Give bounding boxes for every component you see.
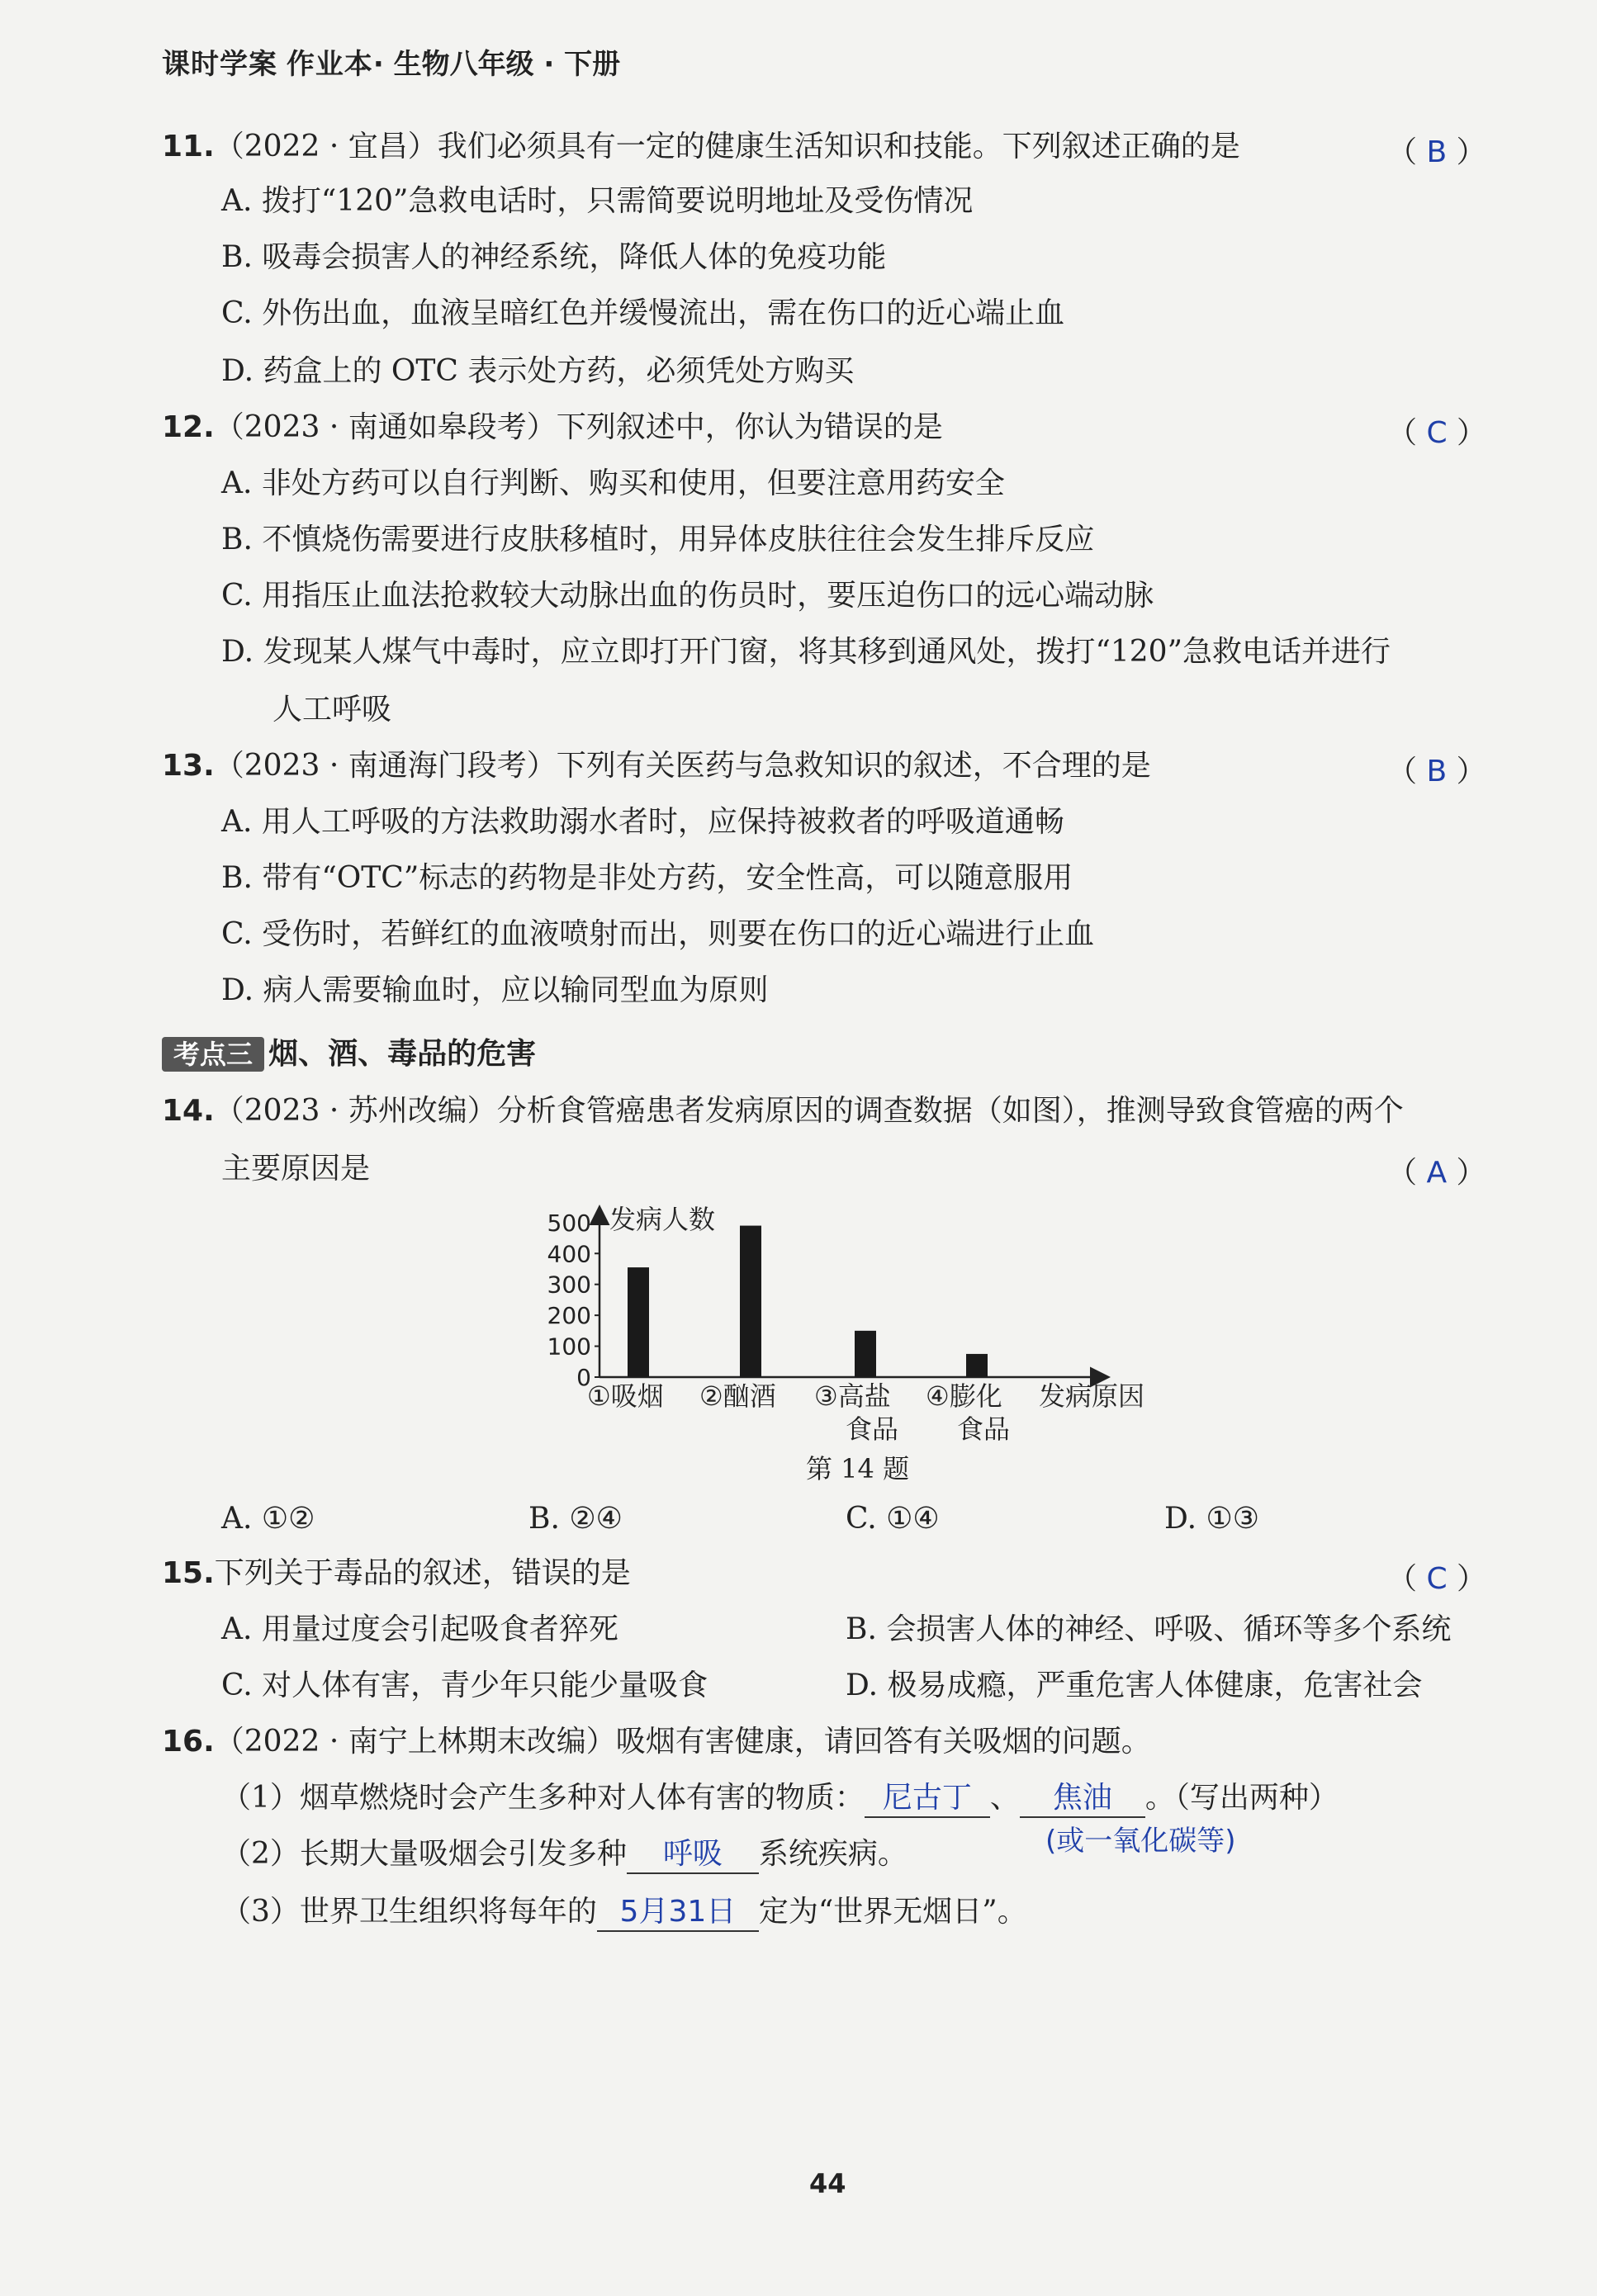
part-text: （2）长期大量吸烟会引发多种 <box>221 1837 627 1871</box>
y-tick-label: 400 <box>547 1240 591 1268</box>
option-d-continuation: 人工呼吸 <box>272 693 392 727</box>
question-stem: （2023 · 南通如皋段考）下列叙述中，你认为错误的是 <box>214 410 943 444</box>
q14-stem-line <box>162 1093 1404 1129</box>
figure-caption: 第 14 题 <box>806 1453 910 1484</box>
question-stem: （2022 · 宜昌）我们必须具有一定的健康生活知识和技能。下列叙述正确的是 <box>214 130 1240 163</box>
question-number: 11. <box>162 130 215 163</box>
option-b: B. 会损害人体的神经、呼吸、循环等多个系统 <box>846 1612 1452 1646</box>
option-a: A. 拨打“120”急救电话时，只需简要说明地址及受伤情况 <box>221 184 974 218</box>
q13-stem-line <box>162 748 1151 784</box>
answer-blank-1: 尼古丁 <box>865 1780 990 1818</box>
page-header <box>162 41 620 82</box>
option-d: D. 发现某人煤气中毒时，应立即打开门窗，将其移到通风处，拨打“120”急救电话并进行 <box>221 635 1391 669</box>
header-book: 作业本 <box>286 48 373 81</box>
option-a: A. 用人工呼吸的方法救助溺水者时，应保持被救者的呼吸道通畅 <box>221 805 1064 839</box>
q15-answer-box: （ C ） <box>1387 1562 1487 1596</box>
bar-3 <box>855 1331 876 1377</box>
y-tick-label: 300 <box>547 1271 591 1299</box>
q12-answer-box: （ C ） <box>1387 416 1487 450</box>
x-category-label-line2: 食品 <box>957 1413 1011 1445</box>
bar-2 <box>740 1226 761 1377</box>
x-category-label: ①吸烟 <box>587 1380 664 1412</box>
q12-stem-line <box>162 409 943 446</box>
disease-cause-bar-chart <box>528 1197 1173 1453</box>
question-stem: （2023 · 南通海门段考）下列有关医药与急救知识的叙述，不合理的是 <box>214 749 1151 783</box>
y-tick-label: 200 <box>547 1302 591 1330</box>
q15-stem-line <box>162 1555 631 1592</box>
option-a: A. 非处方药可以自行判断、购买和使用，但要注意用药安全 <box>221 466 1005 500</box>
question-stem: 下列关于毒品的叙述，错误的是 <box>214 1556 631 1590</box>
option-a: A. 用量过度会引起吸食者猝死 <box>221 1612 618 1646</box>
option-d: D. 病人需要输血时，应以输同型血为原则 <box>221 973 769 1007</box>
answer-mark: C <box>1426 1562 1448 1596</box>
q16-part3 <box>221 1894 1027 1932</box>
question-stem: （2022 · 南宁上林期末改编）吸烟有害健康，请回答有关吸烟的问题。 <box>214 1725 1151 1759</box>
section-heading <box>162 1030 536 1072</box>
option-b: B. 带有“OTC”标志的药物是非处方药，安全性高，可以随意服用 <box>221 861 1073 895</box>
question-number: 12. <box>162 410 215 444</box>
option-a: A. ①② <box>221 1502 315 1536</box>
y-axis-label: 发病人数 <box>609 1204 716 1235</box>
x-axis-label: 发病原因 <box>1039 1380 1145 1412</box>
answer-blank-2: 焦油 <box>1020 1780 1145 1818</box>
option-d: D. 极易成瘾，严重危害人体健康，危害社会 <box>846 1669 1423 1702</box>
y-tick-label: 500 <box>547 1209 591 1237</box>
option-c: C. 用指压止血法抢救较大动脉出血的伤员时，要压迫伤口的远心端动脉 <box>221 579 1154 613</box>
question-number: 13. <box>162 749 215 783</box>
page-number: 44 <box>809 2168 846 2199</box>
section-tag: 考点三 <box>162 1037 264 1072</box>
q11-stem-line <box>162 129 1240 165</box>
answer-mark: B <box>1426 135 1448 169</box>
option-c: C. 对人体有害，青少年只能少量吸食 <box>221 1669 708 1702</box>
q14-stem-continuation: 主要原因是 <box>221 1152 371 1186</box>
q16-stem-line <box>162 1724 1151 1760</box>
y-tick-label: 100 <box>547 1333 591 1361</box>
answer-blank-4: 5月31日 <box>597 1894 759 1932</box>
q11-answer-box: （ B ） <box>1387 135 1486 169</box>
header-subject: · 生物八年级 · 下册 <box>372 48 621 81</box>
question-number: 15. <box>162 1556 215 1590</box>
option-c: C. 外伤出血，血液呈暗红色并缓慢流出，需在伤口的近心端止血 <box>221 296 1065 330</box>
part-text: （3）世界卫生组织将每年的 <box>221 1895 597 1929</box>
q16-part1 <box>221 1780 1339 1818</box>
question-number: 16. <box>162 1725 215 1759</box>
answer-mark: C <box>1426 416 1448 450</box>
option-b: B. 不慎烧伤需要进行皮肤移植时，用异体皮肤往往会发生排斥反应 <box>221 523 1095 556</box>
y-tick-label: 0 <box>576 1364 591 1391</box>
answer-mark: B <box>1426 755 1448 788</box>
q16-part2 <box>221 1836 907 1874</box>
bar-4 <box>966 1354 988 1377</box>
x-category-label-line2: 食品 <box>846 1413 899 1445</box>
option-d: D. ①③ <box>1164 1502 1260 1536</box>
question-number: 14. <box>162 1094 215 1128</box>
q13-answer-box: （ B ） <box>1387 755 1486 788</box>
answer-blank-3: 呼吸 <box>627 1836 759 1874</box>
part-text: 。（写出两种） <box>1144 1781 1339 1815</box>
bar-1 <box>628 1267 649 1377</box>
part-text: 系统疾病。 <box>758 1837 907 1871</box>
question-stem: （2023 · 苏州改编）分析食管癌患者发病原因的调查数据（如图），推测导致食管癌的两个 <box>214 1094 1404 1128</box>
option-c: C. ①④ <box>846 1502 940 1536</box>
separator: 、 <box>989 1781 1020 1815</box>
option-b: B. 吸毒会损害人的神经系统，降低人体的免疫功能 <box>221 240 887 274</box>
answer-mark: A <box>1426 1156 1448 1190</box>
header-brand: 课时学案 <box>162 48 277 81</box>
part-text: 定为“世界无烟日”。 <box>758 1895 1027 1929</box>
part-text: （1）烟草燃烧时会产生多种对人体有害的物质： <box>221 1781 865 1815</box>
option-b: B. ②④ <box>528 1502 623 1536</box>
x-category-label: ③高盐 <box>814 1380 891 1412</box>
option-c: C. 受伤时，若鲜红的血液喷射而出，则要在伤口的近心端进行止血 <box>221 917 1095 951</box>
q14-answer-box: （ A ） <box>1387 1156 1486 1190</box>
x-category-label: ④膨化 <box>926 1380 1002 1412</box>
section-title: 烟、酒、毒品的危害 <box>268 1037 537 1071</box>
option-d: D. 药盒上的 OTC 表示处方药，必须凭处方购买 <box>221 354 855 388</box>
x-category-label: ②酗酒 <box>699 1380 776 1412</box>
alternative-answer: (或一氧化碳等) <box>1045 1825 1236 1858</box>
